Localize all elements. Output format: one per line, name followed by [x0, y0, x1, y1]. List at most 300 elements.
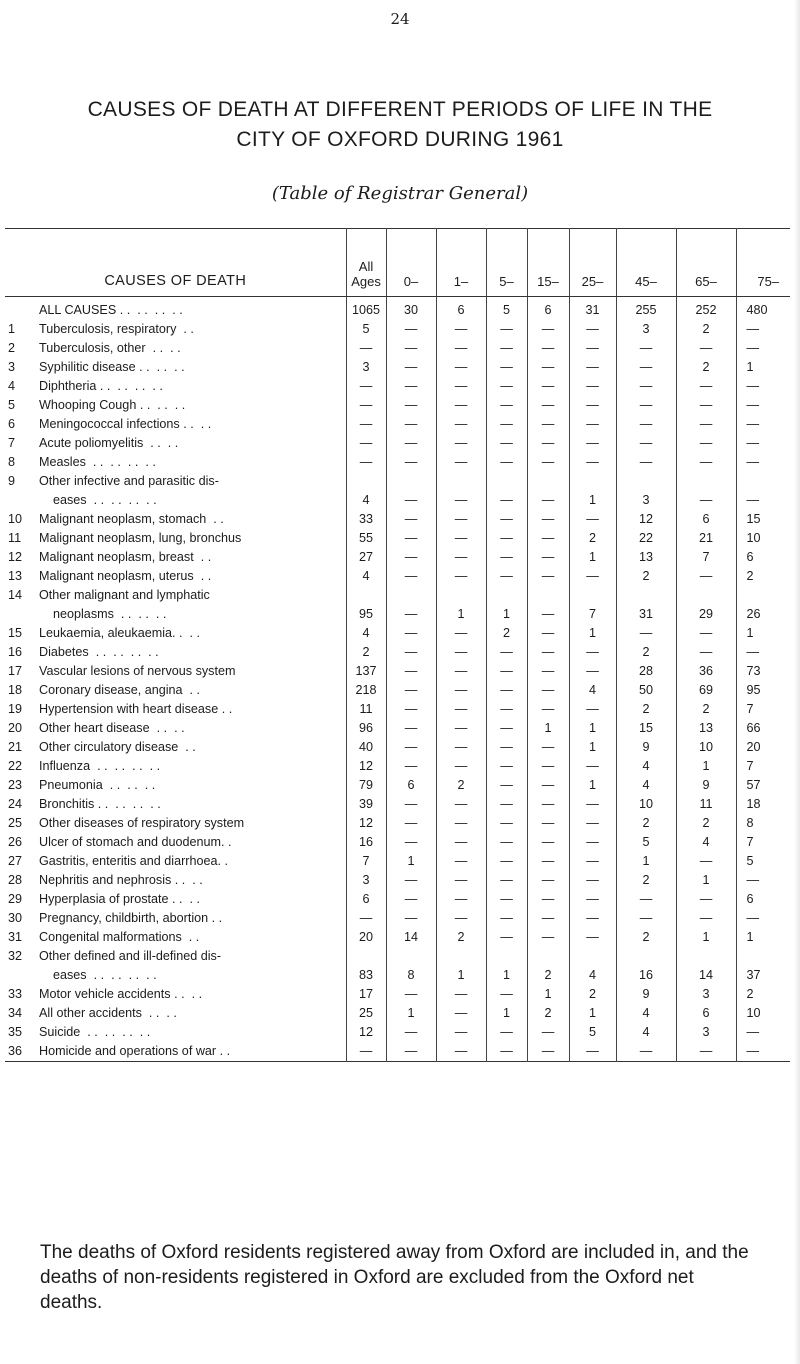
cell-age-0: — — [386, 624, 436, 643]
cell-all-ages: — — [346, 453, 386, 472]
cell-age-65: — — [676, 624, 736, 643]
cell-age-5: — — [486, 453, 527, 472]
cause-label: Measles . . . . . . . . — [39, 455, 156, 469]
cell-age-0 — [386, 947, 436, 966]
table-row — [5, 757, 790, 776]
cell-age-75: — — [736, 1023, 790, 1042]
cell-age-5: — — [486, 491, 527, 510]
cell-age-15: — — [527, 548, 569, 567]
cell-age-5: — — [486, 681, 527, 700]
cell-all-ages: — — [346, 1042, 386, 1062]
cell-age-5: 1 — [486, 966, 527, 985]
cell-age-75: 73 — [736, 662, 790, 681]
cell-age-75 — [736, 586, 790, 605]
cause-label: Ulcer of stomach and duodenum. . — [39, 835, 232, 849]
table-row — [5, 396, 790, 415]
cause-label: Tuberculosis, other . . . . — [39, 341, 181, 355]
cell-age-5: 1 — [486, 605, 527, 624]
table-row — [5, 966, 790, 985]
cell-age-0: — — [386, 871, 436, 890]
cell-age-65: 69 — [676, 681, 736, 700]
table-row — [5, 358, 790, 377]
cell-age-1 — [436, 947, 486, 966]
table-row — [5, 320, 790, 339]
table-row — [5, 624, 790, 643]
cell-age-1: 1 — [436, 605, 486, 624]
table-row — [5, 1023, 790, 1042]
table-row — [5, 548, 790, 567]
cell-age-1: — — [436, 453, 486, 472]
cell-age-65 — [676, 472, 736, 491]
cell-age-0: — — [386, 434, 436, 453]
cell-age-15: — — [527, 871, 569, 890]
header-all-ages: All Ages — [346, 229, 386, 297]
cause-label: Diphtheria . . . . . . . . — [39, 379, 163, 393]
cell-age-1: — — [436, 491, 486, 510]
cell-age-0: — — [386, 377, 436, 396]
title-line-2: CITY OF OXFORD DURING 1961 — [236, 128, 564, 151]
cell-age-65: 1 — [676, 871, 736, 890]
table-row — [5, 662, 790, 681]
cell-age-0: — — [386, 510, 436, 529]
cell-age-45: 4 — [616, 1004, 676, 1023]
table-row — [5, 719, 790, 738]
cell-age-15: — — [527, 795, 569, 814]
cell-age-5: — — [486, 852, 527, 871]
cell-all-ages: 33 — [346, 510, 386, 529]
cell-age-65: 2 — [676, 700, 736, 719]
cell-age-45: 3 — [616, 491, 676, 510]
cell-all-ages: 3 — [346, 871, 386, 890]
cell-all-ages: 27 — [346, 548, 386, 567]
cell-age-25: — — [569, 700, 616, 719]
cell-age-0: — — [386, 719, 436, 738]
cell-age-0: — — [386, 605, 436, 624]
cell-all-ages: 12 — [346, 814, 386, 833]
row-number: 15 — [8, 626, 23, 640]
cell-age-45: 2 — [616, 643, 676, 662]
cell-all-ages: 40 — [346, 738, 386, 757]
cell-age-1: — — [436, 757, 486, 776]
cell-age-15: — — [527, 814, 569, 833]
cell-age-0: — — [386, 491, 436, 510]
table-row — [5, 567, 790, 586]
row-number: 8 — [8, 455, 16, 469]
cell-age-25: — — [569, 415, 616, 434]
cell-age-75: 7 — [736, 757, 790, 776]
cause-label: Malignant neoplasm, uterus . . — [39, 569, 212, 583]
cell-age-75: 1 — [736, 928, 790, 947]
cell-all-ages: 16 — [346, 833, 386, 852]
cell-age-65: — — [676, 890, 736, 909]
cell-age-45: 10 — [616, 795, 676, 814]
cell-age-65: — — [676, 434, 736, 453]
cell-age-75: 7 — [736, 833, 790, 852]
cell-age-65: — — [676, 1042, 736, 1062]
cell-age-5: — — [486, 757, 527, 776]
table-row — [5, 947, 790, 966]
cell-age-5: 2 — [486, 624, 527, 643]
cell-age-15: — — [527, 852, 569, 871]
cell-age-25 — [569, 586, 616, 605]
cell-age-25: — — [569, 757, 616, 776]
row-number: 3 — [8, 360, 16, 374]
cell-age-5: — — [486, 320, 527, 339]
cell-age-0: — — [386, 757, 436, 776]
cell-age-75 — [736, 472, 790, 491]
footnote: The deaths of Oxford residents registered away from Oxford are included in, and the deaths of non-residents registered in Oxford are excluded from the Oxford net deaths. — [40, 1242, 749, 1313]
cell-age-25: 5 — [569, 1023, 616, 1042]
header-age-45: 45– — [616, 229, 676, 297]
cell-age-45: 12 — [616, 510, 676, 529]
row-number: 9 — [8, 474, 16, 488]
row-number: 2 — [8, 341, 16, 355]
cell-age-45: — — [616, 434, 676, 453]
cell-age-25: — — [569, 358, 616, 377]
cell-age-1: — — [436, 548, 486, 567]
row-number: 11 — [8, 531, 22, 545]
cell-age-75: 10 — [736, 529, 790, 548]
cell-age-45 — [616, 947, 676, 966]
cell-age-25: 1 — [569, 738, 616, 757]
row-number — [5, 605, 35, 624]
row-number: 20 — [8, 721, 23, 735]
cell-age-5: — — [486, 928, 527, 947]
table-row — [5, 529, 790, 548]
cell-age-25: 31 — [569, 297, 616, 321]
cell-all-ages: 12 — [346, 1023, 386, 1042]
cause-label: ALL CAUSES . . . . . . . . — [39, 303, 183, 317]
table-row — [5, 890, 790, 909]
cell-age-1: — — [436, 890, 486, 909]
cell-age-5: — — [486, 434, 527, 453]
cell-age-25: 2 — [569, 529, 616, 548]
cell-age-15: — — [527, 453, 569, 472]
cell-age-15: — — [527, 890, 569, 909]
cell-age-75: 18 — [736, 795, 790, 814]
cell-age-65: — — [676, 377, 736, 396]
cause-label: Malignant neoplasm, breast . . — [39, 550, 212, 564]
cell-age-15: — — [527, 396, 569, 415]
cell-age-75: 15 — [736, 510, 790, 529]
table-row — [5, 472, 790, 491]
cell-age-25: 1 — [569, 624, 616, 643]
cell-age-65: — — [676, 415, 736, 434]
header-age-1: 1– — [436, 229, 486, 297]
cell-age-5: — — [486, 776, 527, 795]
cell-age-75: — — [736, 643, 790, 662]
cell-age-1: — — [436, 377, 486, 396]
table-row — [5, 297, 790, 321]
cell-age-75: 7 — [736, 700, 790, 719]
cell-age-65: 3 — [676, 985, 736, 1004]
cell-all-ages: — — [346, 339, 386, 358]
cell-all-ages: 95 — [346, 605, 386, 624]
cell-age-45: 4 — [616, 757, 676, 776]
cell-age-25: — — [569, 909, 616, 928]
row-number: 27 — [8, 854, 23, 868]
cell-age-0: — — [386, 738, 436, 757]
cell-age-25: 1 — [569, 719, 616, 738]
cell-age-45: 31 — [616, 605, 676, 624]
row-number: 7 — [8, 436, 16, 450]
row-number — [5, 966, 35, 985]
cause-label: Coronary disease, angina . . — [39, 683, 201, 697]
table-row — [5, 871, 790, 890]
cause-label: Pneumonia . . . . . . — [39, 778, 156, 792]
cell-age-0: — — [386, 662, 436, 681]
cell-age-15: — — [527, 491, 569, 510]
cell-all-ages: 39 — [346, 795, 386, 814]
cell-age-15: 1 — [527, 719, 569, 738]
cell-age-0 — [386, 586, 436, 605]
row-number — [5, 491, 35, 510]
cell-age-0: 6 — [386, 776, 436, 795]
cell-all-ages: — — [346, 415, 386, 434]
cell-age-1: — — [436, 396, 486, 415]
cell-age-15: — — [527, 1023, 569, 1042]
row-number: 21 — [8, 740, 23, 754]
row-number: 23 — [8, 778, 23, 792]
cause-label: Vascular lesions of nervous system — [39, 664, 236, 678]
row-number: 4 — [8, 379, 16, 393]
cell-age-5: — — [486, 738, 527, 757]
cell-age-45: — — [616, 396, 676, 415]
cell-age-45: 22 — [616, 529, 676, 548]
cell-age-65: — — [676, 852, 736, 871]
cell-age-1: — — [436, 567, 486, 586]
cause-label: All other accidents . . . . — [39, 1006, 177, 1020]
cell-age-5: — — [486, 377, 527, 396]
header-age-75: 75– — [736, 229, 790, 297]
cell-all-ages: 12 — [346, 757, 386, 776]
cell-age-65: — — [676, 643, 736, 662]
table-row — [5, 814, 790, 833]
row-number: 35 — [8, 1025, 23, 1039]
cell-age-1: — — [436, 833, 486, 852]
cell-age-1: 2 — [436, 928, 486, 947]
header-age-25: 25– — [569, 229, 616, 297]
cell-all-ages: 3 — [346, 358, 386, 377]
cell-age-15: — — [527, 415, 569, 434]
cell-age-15: — — [527, 776, 569, 795]
cell-age-0: — — [386, 1042, 436, 1062]
cell-age-0: 8 — [386, 966, 436, 985]
cell-age-65: — — [676, 567, 736, 586]
cell-age-25: 1 — [569, 491, 616, 510]
cell-all-ages: 7 — [346, 852, 386, 871]
cell-age-75: — — [736, 453, 790, 472]
cell-age-5: — — [486, 567, 527, 586]
cell-age-5 — [486, 586, 527, 605]
cell-age-0: — — [386, 890, 436, 909]
cell-age-5: — — [486, 529, 527, 548]
cell-age-25: — — [569, 852, 616, 871]
cell-age-45: 1 — [616, 852, 676, 871]
cell-all-ages: 20 — [346, 928, 386, 947]
cell-age-5 — [486, 947, 527, 966]
cell-age-65: 2 — [676, 320, 736, 339]
cell-age-0: — — [386, 529, 436, 548]
cell-age-45: — — [616, 909, 676, 928]
cell-age-5: — — [486, 795, 527, 814]
cause-label: Other defined and ill-defined dis- — [39, 949, 222, 963]
cause-label: Acute poliomyelitis . . . . — [39, 436, 179, 450]
cell-age-75: 37 — [736, 966, 790, 985]
cell-all-ages: 25 — [346, 1004, 386, 1023]
cell-age-65 — [676, 947, 736, 966]
cell-age-0: — — [386, 814, 436, 833]
cell-age-45: — — [616, 890, 676, 909]
cause-label: Influenza . . . . . . . . — [39, 759, 161, 773]
header-age-65: 65– — [676, 229, 736, 297]
cell-age-5: — — [486, 1023, 527, 1042]
cell-age-45: — — [616, 339, 676, 358]
row-number: 19 — [8, 702, 23, 716]
cell-age-25: 1 — [569, 548, 616, 567]
cause-label: Syphilitic disease . . . . . . — [39, 360, 185, 374]
cell-age-15 — [527, 586, 569, 605]
cell-age-1: — — [436, 415, 486, 434]
table-row — [5, 928, 790, 947]
cell-all-ages: — — [346, 909, 386, 928]
cell-age-15: — — [527, 567, 569, 586]
cell-age-25: — — [569, 320, 616, 339]
cause-label: neoplasms . . . . . . — [39, 607, 167, 621]
row-number: 22 — [8, 759, 23, 773]
cell-all-ages: 96 — [346, 719, 386, 738]
cell-age-1 — [436, 586, 486, 605]
cell-age-5: — — [486, 662, 527, 681]
table-row — [5, 833, 790, 852]
cell-age-75: 6 — [736, 548, 790, 567]
cell-age-15: — — [527, 510, 569, 529]
cell-age-25: — — [569, 510, 616, 529]
cell-age-5: — — [486, 890, 527, 909]
cell-age-1: — — [436, 643, 486, 662]
cell-age-75: 8 — [736, 814, 790, 833]
cell-age-75: 1 — [736, 358, 790, 377]
cause-label: Other heart disease . . . . — [39, 721, 185, 735]
cell-age-65: 14 — [676, 966, 736, 985]
cell-age-45: — — [616, 415, 676, 434]
row-number: 25 — [8, 816, 23, 830]
cell-age-15: 1 — [527, 985, 569, 1004]
cell-age-1: — — [436, 1042, 486, 1062]
cell-age-65: — — [676, 396, 736, 415]
cell-age-75: — — [736, 871, 790, 890]
row-number: 26 — [8, 835, 23, 849]
cell-age-25: — — [569, 795, 616, 814]
table-row — [5, 434, 790, 453]
cell-age-25: — — [569, 434, 616, 453]
row-number: 13 — [8, 569, 23, 583]
cell-age-75: — — [736, 339, 790, 358]
cell-age-1: — — [436, 434, 486, 453]
table-row — [5, 738, 790, 757]
cell-age-65: 7 — [676, 548, 736, 567]
cell-age-5: — — [486, 415, 527, 434]
cell-age-5: — — [486, 833, 527, 852]
row-number — [5, 297, 35, 321]
cell-age-65: 36 — [676, 662, 736, 681]
cell-age-0: — — [386, 453, 436, 472]
cell-age-45: 5 — [616, 833, 676, 852]
cell-age-75: 6 — [736, 890, 790, 909]
cell-age-25: — — [569, 643, 616, 662]
cell-age-65: — — [676, 339, 736, 358]
cell-age-5: — — [486, 643, 527, 662]
table-row — [5, 491, 790, 510]
header-age-0: 0– — [386, 229, 436, 297]
cell-age-5: — — [486, 814, 527, 833]
cell-all-ages: 5 — [346, 320, 386, 339]
cell-age-25: 4 — [569, 966, 616, 985]
table-header-row — [5, 229, 790, 297]
cell-age-45: 50 — [616, 681, 676, 700]
cell-all-ages: 4 — [346, 491, 386, 510]
cell-age-1 — [436, 472, 486, 491]
cell-age-15: — — [527, 738, 569, 757]
row-number: 5 — [8, 398, 16, 412]
cell-age-45: 4 — [616, 776, 676, 795]
cause-label: Other circulatory disease . . — [39, 740, 196, 754]
row-number: 32 — [8, 949, 23, 963]
row-number: 18 — [8, 683, 23, 697]
cell-age-15: 6 — [527, 297, 569, 321]
cell-age-15: — — [527, 434, 569, 453]
cell-age-45: 15 — [616, 719, 676, 738]
cell-age-45: 9 — [616, 738, 676, 757]
cell-all-ages — [346, 947, 386, 966]
cell-age-0: — — [386, 985, 436, 1004]
cell-age-0: — — [386, 415, 436, 434]
cell-age-65: 2 — [676, 814, 736, 833]
causes-of-death-table — [5, 228, 790, 1062]
cell-age-0: — — [386, 700, 436, 719]
cell-age-5: — — [486, 871, 527, 890]
cell-all-ages: 218 — [346, 681, 386, 700]
cell-age-15: — — [527, 662, 569, 681]
cell-age-1: — — [436, 738, 486, 757]
cell-age-75: 26 — [736, 605, 790, 624]
page-title — [0, 95, 800, 155]
cell-age-25: — — [569, 890, 616, 909]
cell-age-0: — — [386, 795, 436, 814]
cell-age-75: — — [736, 491, 790, 510]
cell-age-75: — — [736, 396, 790, 415]
table-row — [5, 339, 790, 358]
cell-all-ages: 55 — [346, 529, 386, 548]
cell-age-0: 1 — [386, 1004, 436, 1023]
cell-age-65: 21 — [676, 529, 736, 548]
cell-age-15: — — [527, 643, 569, 662]
cell-age-25: — — [569, 377, 616, 396]
cell-age-25: — — [569, 928, 616, 947]
cell-all-ages: 4 — [346, 624, 386, 643]
cell-age-15: — — [527, 681, 569, 700]
cause-label: Leukaemia, aleukaemia. . . . — [39, 626, 201, 640]
cell-age-65: 252 — [676, 297, 736, 321]
cell-age-0 — [386, 472, 436, 491]
cell-age-1: — — [436, 624, 486, 643]
cell-age-75: 1 — [736, 624, 790, 643]
cell-age-1: — — [436, 358, 486, 377]
cell-age-1: 1 — [436, 966, 486, 985]
cell-age-1: — — [436, 700, 486, 719]
cell-age-0: — — [386, 909, 436, 928]
cell-age-65: 13 — [676, 719, 736, 738]
